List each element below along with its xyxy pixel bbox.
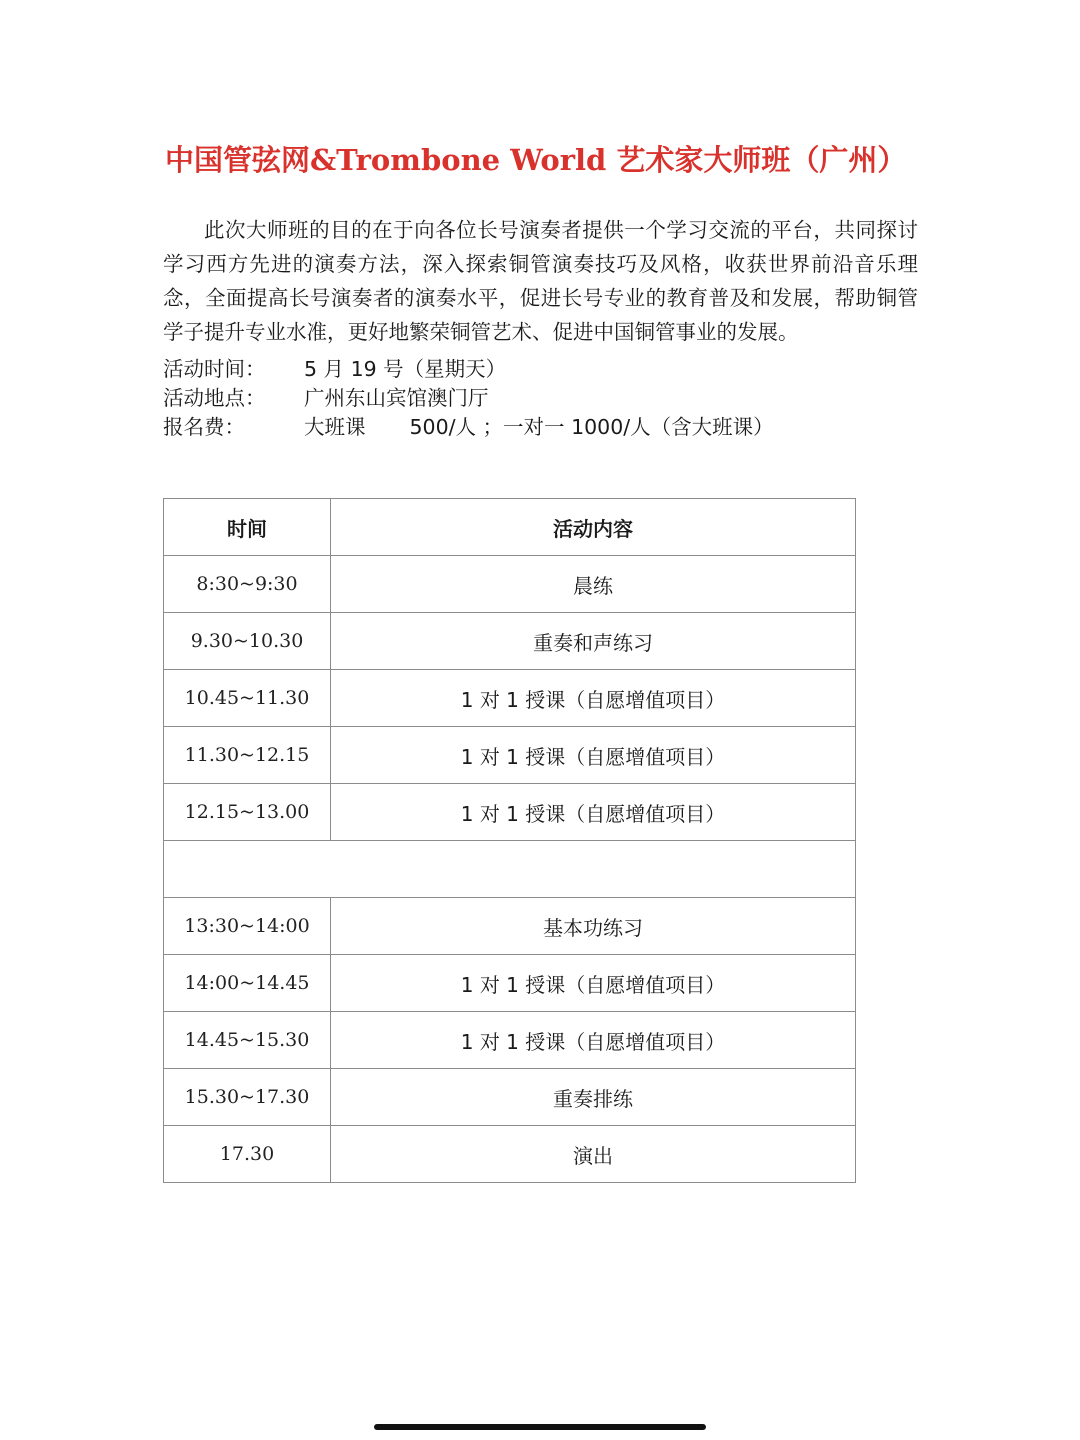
empty-merged-cell xyxy=(164,841,856,898)
table-row xyxy=(164,1069,856,1126)
place-label: 活动地点： xyxy=(163,386,266,410)
info-row-place xyxy=(163,384,923,413)
table-row xyxy=(164,556,856,613)
row-activity: 1 对 1 授课（自愿增值项目） xyxy=(331,670,856,727)
row-time: 15.30~17.30 xyxy=(164,1069,331,1126)
header-time: 时间 xyxy=(164,499,331,556)
row-time: 13:30~14:00 xyxy=(164,898,331,955)
header-activity: 活动内容 xyxy=(331,499,856,556)
table-row xyxy=(164,1126,856,1183)
table-row xyxy=(164,898,856,955)
row-activity: 1 对 1 授课（自愿增值项目） xyxy=(331,955,856,1012)
document-title: 中国管弦网&Trombone World 艺术家大师班（广州） xyxy=(165,143,907,177)
fee-class-name: 大班课 xyxy=(304,415,366,439)
table-row xyxy=(164,784,856,841)
info-row-time xyxy=(163,355,923,384)
row-time: 12.15~13.00 xyxy=(164,784,331,841)
table-row xyxy=(164,613,856,670)
row-activity: 演出 xyxy=(331,1126,856,1183)
home-indicator[interactable] xyxy=(374,1424,706,1430)
time-label: 活动时间： xyxy=(163,357,266,381)
row-time: 8:30~9:30 xyxy=(164,556,331,613)
row-activity: 1 对 1 授课（自愿增值项目） xyxy=(331,1012,856,1069)
info-row-fee xyxy=(163,413,923,442)
row-activity: 1 对 1 授课（自愿增值项目） xyxy=(331,784,856,841)
fee-value xyxy=(304,413,780,442)
place-value: 广州东山宾馆澳门厅 xyxy=(304,386,489,410)
lunch-break-row xyxy=(164,841,856,898)
row-time: 14.45~15.30 xyxy=(164,1012,331,1069)
table-row xyxy=(164,1012,856,1069)
time-value: 5 月 19 号（星期天） xyxy=(304,357,507,381)
row-time: 14:00~14.45 xyxy=(164,955,331,1012)
schedule-table xyxy=(163,498,856,1183)
row-time: 9.30~10.30 xyxy=(164,613,331,670)
row-activity: 基本功练习 xyxy=(331,898,856,955)
table-row xyxy=(164,727,856,784)
intro-paragraph: 此次大师班的目的在于向各位长号演奏者提供一个学习交流的平台，共同探讨学习西方先进的演奏方法，深入探索铜管演奏技巧及风格，收获世界前沿音乐理念，全面提高长号演奏者的演奏水平，促进长号专业的教育普及和发展，帮助铜管学子提升专业水准，更好地繁荣铜管艺术、促进中国铜管事业的发展。 xyxy=(163,218,918,344)
row-activity: 重奏和声练习 xyxy=(331,613,856,670)
row-activity: 晨练 xyxy=(331,556,856,613)
fee-label: 报名费： xyxy=(163,415,245,439)
row-time: 17.30 xyxy=(164,1126,331,1183)
table-header-row xyxy=(164,499,856,556)
row-activity: 重奏排练 xyxy=(331,1069,856,1126)
row-time: 10.45~11.30 xyxy=(164,670,331,727)
table-row xyxy=(164,955,856,1012)
fee-prices: 500/人 ；一对一 1000/人（含大班课） xyxy=(409,415,774,439)
row-activity: 1 对 1 授课（自愿增值项目） xyxy=(331,727,856,784)
row-time: 11.30~12.15 xyxy=(164,727,331,784)
event-info xyxy=(163,355,923,442)
table-row xyxy=(164,670,856,727)
